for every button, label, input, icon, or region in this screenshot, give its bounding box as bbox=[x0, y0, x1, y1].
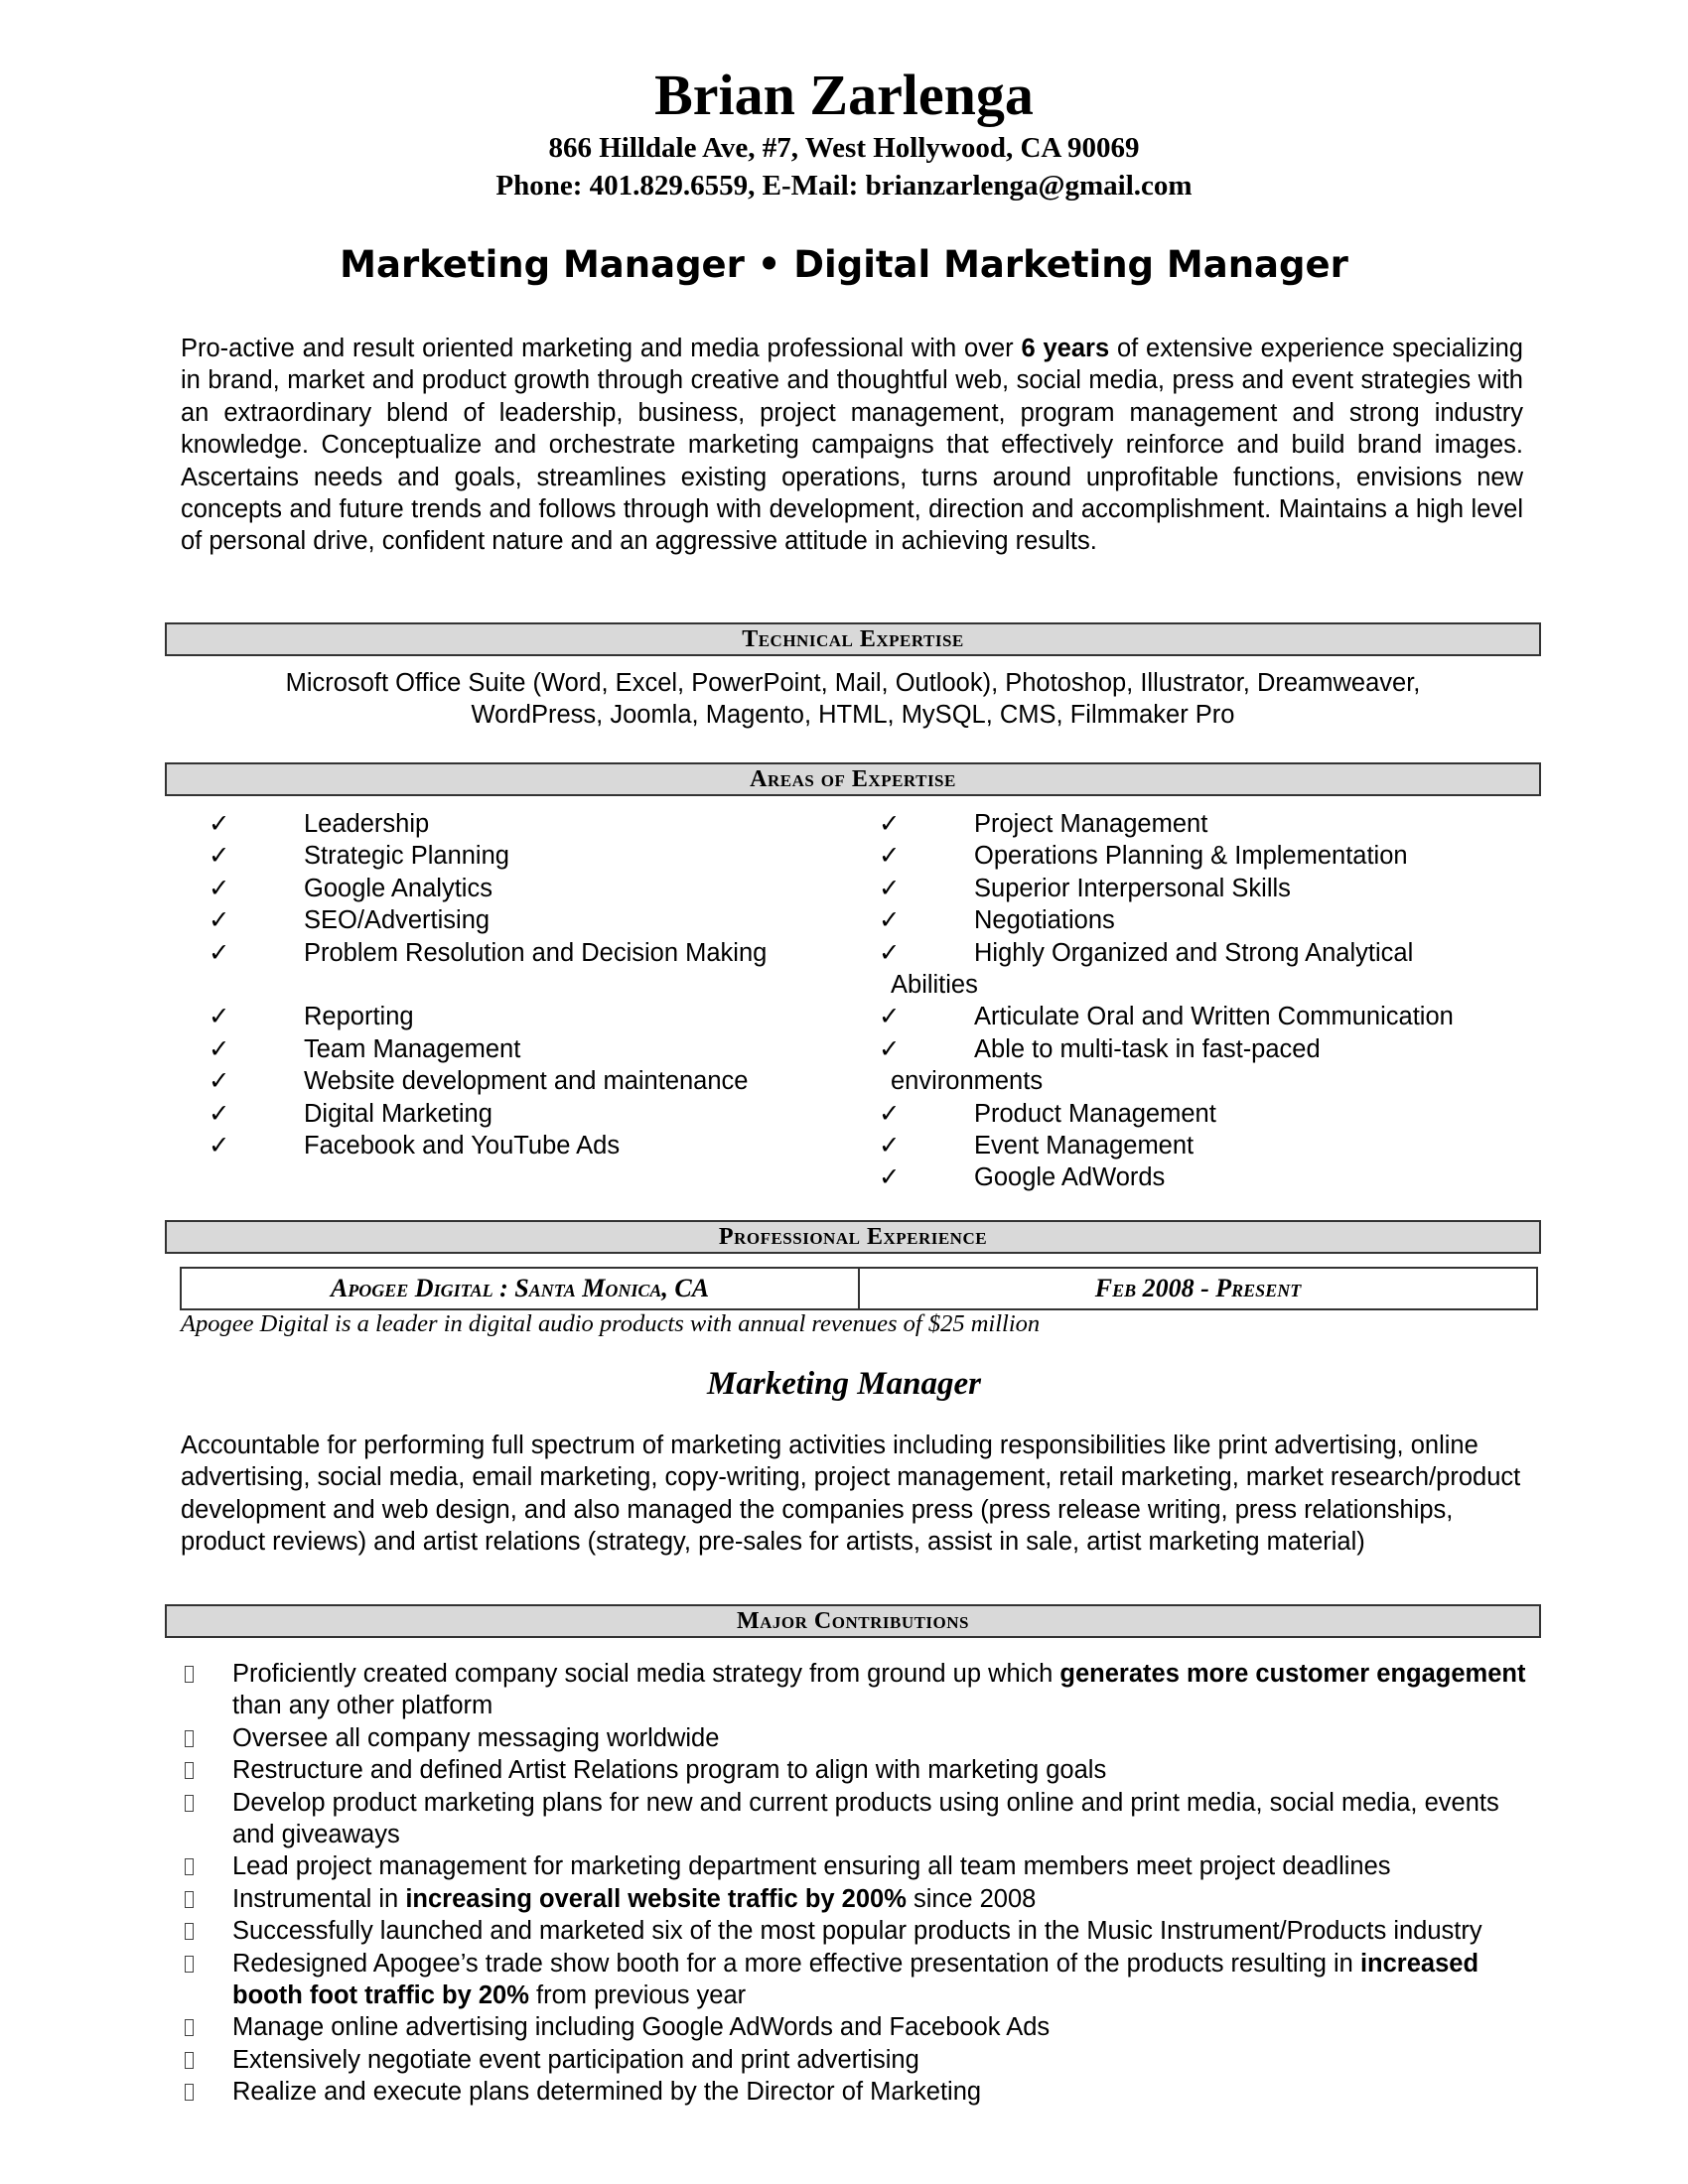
contribution-text: since 2008 bbox=[906, 1884, 1037, 1913]
contribution-text: than any other platform bbox=[232, 1692, 493, 1720]
contribution-item bbox=[181, 2044, 1531, 2076]
contribution-text: Successfully launched and marketed six of the most popular products in the Music Instrument/Products industry bbox=[232, 1917, 1482, 1946]
contribution-item bbox=[181, 2011, 1531, 2043]
expertise-item bbox=[209, 1130, 844, 1161]
bullet-icon bbox=[185, 1956, 194, 1973]
contribution-text: generates more customer engagement bbox=[1059, 1660, 1526, 1688]
expertise-label: Leadership bbox=[304, 810, 430, 838]
expertise-item bbox=[879, 873, 1534, 904]
expertise-item bbox=[879, 840, 1534, 872]
expertise-item bbox=[879, 904, 1534, 936]
checkmark-icon: ✓ bbox=[879, 810, 901, 838]
contact-info: Phone: 401.829.6559, E-Mail: brianzarlenga@gmail.com bbox=[495, 170, 1193, 202]
checkmark-icon: ✓ bbox=[209, 842, 230, 871]
checkmark-icon: ✓ bbox=[209, 938, 230, 967]
expertise-label: Product Management bbox=[974, 1099, 1216, 1128]
expertise-item bbox=[209, 808, 844, 840]
contribution-item bbox=[181, 1658, 1531, 1722]
contribution-item bbox=[181, 1915, 1531, 1947]
expertise-item bbox=[209, 873, 844, 904]
contribution-item bbox=[181, 1948, 1531, 2012]
expertise-label: Event Management bbox=[974, 1132, 1195, 1160]
checkmark-icon: ✓ bbox=[209, 1034, 230, 1063]
contribution-item bbox=[181, 1787, 1531, 1851]
checkmark-icon: ✓ bbox=[879, 938, 901, 967]
section-professional-experience: Professional Experience bbox=[165, 1220, 1541, 1254]
checkmark-icon: ✓ bbox=[879, 1034, 901, 1063]
expertise-item bbox=[879, 808, 1534, 840]
expertise-item bbox=[879, 937, 1534, 969]
bullet-icon bbox=[185, 1730, 194, 1747]
technical-skills-line: WordPress, Joomla, Magento, HTML, MySQL, CMS, Filmmaker Pro bbox=[471, 701, 1235, 729]
bullet-icon bbox=[185, 1762, 194, 1779]
expertise-item bbox=[209, 1065, 844, 1097]
checkmark-icon: ✓ bbox=[879, 1099, 901, 1128]
expertise-item bbox=[879, 1098, 1534, 1130]
checkmark-icon: ✓ bbox=[209, 1003, 230, 1031]
contribution-item bbox=[181, 1722, 1531, 1754]
expertise-label: Highly Organized and Strong Analytical bbox=[974, 938, 1414, 967]
expertise-label: Able to multi-task in fast-paced bbox=[974, 1034, 1321, 1063]
candidate-name: Brian Zarlenga bbox=[654, 63, 1034, 127]
expertise-item bbox=[209, 1033, 844, 1065]
checkmark-icon: ✓ bbox=[209, 1067, 230, 1096]
checkmark-icon: ✓ bbox=[209, 906, 230, 935]
expertise-item-continued: environments bbox=[891, 1067, 1044, 1096]
summary-text: of extensive experience specializing in brand, market and product growth through creative and thoughtful web, social media, press and event strategies with an extraordinary blend of leadership, business, project management, program management and strong industry knowledge. Conceptualize and orchestrate marketing campaigns that effectively reinforce and build brand images. Ascertains needs and goals, streamlines existing operations, turns around unprofitable functions, envisions new concepts and future trends and follows through with development, direction and accomplishment. Maintains a high level of personal drive, confident nature and an aggressive attitude in achieving results. bbox=[181, 335, 1523, 556]
checkmark-icon: ✓ bbox=[879, 1163, 901, 1192]
expertise-label: Project Management bbox=[974, 810, 1208, 838]
contribution-text: Manage online advertising including Google AdWords and Facebook Ads bbox=[232, 2013, 1051, 2042]
expertise-item bbox=[209, 1098, 844, 1130]
job-header-table bbox=[180, 1267, 1538, 1310]
bullet-icon bbox=[185, 1795, 194, 1812]
contribution-item bbox=[181, 2076, 1531, 2108]
bullet-icon bbox=[185, 1891, 194, 1908]
areas-right-column bbox=[879, 808, 1534, 1194]
contribution-text: Oversee all company messaging worldwide bbox=[232, 1723, 720, 1752]
bullet-icon bbox=[185, 1666, 194, 1683]
contribution-text: Restructure and defined Artist Relations program to align with marketing goals bbox=[232, 1756, 1107, 1785]
expertise-item bbox=[879, 969, 1534, 1001]
expertise-label: Google AdWords bbox=[974, 1163, 1166, 1192]
contribution-text: Proficiently created company social media strategy from ground up which bbox=[232, 1660, 1060, 1688]
checkmark-icon: ✓ bbox=[879, 842, 901, 871]
expertise-item bbox=[879, 1065, 1534, 1097]
company-description: Apogee Digital is a leader in digital audio products with annual revenues of $25 million bbox=[181, 1310, 1041, 1337]
technical-skills-line: Microsoft Office Suite (Word, Excel, PowerPoint, Mail, Outlook), Photoshop, Illustrator, Dreamweaver, bbox=[285, 669, 1421, 697]
expertise-item bbox=[879, 1130, 1534, 1161]
expertise-label: Website development and maintenance bbox=[304, 1067, 749, 1096]
expertise-item bbox=[209, 904, 844, 936]
contribution-text: Instrumental in bbox=[232, 1884, 406, 1913]
contribution-text: increased booth foot traffic by 20% bbox=[232, 1949, 1479, 2010]
bullet-icon bbox=[185, 2019, 194, 2036]
expertise-label: Problem Resolution and Decision Making bbox=[304, 938, 768, 967]
checkmark-icon: ✓ bbox=[209, 874, 230, 902]
contributions-list bbox=[181, 1658, 1531, 2109]
areas-left-column bbox=[209, 808, 844, 1161]
contribution-item bbox=[181, 1883, 1531, 1915]
expertise-label: Operations Planning & Implementation bbox=[974, 842, 1408, 871]
expertise-item-continued: Abilities bbox=[891, 971, 978, 1000]
contribution-text: Lead project management for marketing department ensuring all team members meet project deadlines bbox=[232, 1852, 1391, 1881]
expertise-label: Team Management bbox=[304, 1034, 521, 1063]
checkmark-icon: ✓ bbox=[209, 1099, 230, 1128]
checkmark-icon: ✓ bbox=[209, 1132, 230, 1160]
job-responsibilities: Accountable for performing full spectrum of marketing activities including responsibilities like print advertising, online advertising, social media, email marketing, copy-writing, project management, retail marketing, market research/product development and web design, and also managed the companies press (press release writing, press relationships, product reviews) and artist relations (strategy, pre-sales for artists, assist in sale, artist marketing material) bbox=[181, 1432, 1521, 1557]
expertise-label: Articulate Oral and Written Communication bbox=[974, 1003, 1454, 1031]
expertise-label: SEO/Advertising bbox=[304, 906, 491, 935]
checkmark-icon: ✓ bbox=[879, 906, 901, 935]
expertise-label: Facebook and YouTube Ads bbox=[304, 1132, 621, 1160]
expertise-label: Digital Marketing bbox=[304, 1099, 492, 1128]
checkmark-icon: ✓ bbox=[879, 874, 901, 902]
contribution-item bbox=[181, 1850, 1531, 1882]
expertise-item bbox=[209, 937, 844, 969]
checkmark-icon: ✓ bbox=[209, 810, 230, 838]
contribution-item bbox=[181, 1754, 1531, 1786]
section-areas-of-expertise: Areas of Expertise bbox=[165, 762, 1541, 796]
expertise-label: Negotiations bbox=[974, 906, 1115, 935]
summary-bold: 6 years bbox=[1021, 335, 1110, 362]
bullet-icon bbox=[185, 2052, 194, 2069]
expertise-item bbox=[879, 1033, 1534, 1065]
contribution-text: Redesigned Apogee’s trade show booth for a more effective presentation of the products resulting in bbox=[232, 1949, 1360, 1978]
expertise-label: Superior Interpersonal Skills bbox=[974, 874, 1291, 902]
expertise-item bbox=[209, 1001, 844, 1032]
expertise-label: Strategic Planning bbox=[304, 842, 509, 871]
section-major-contributions: Major Contributions bbox=[165, 1604, 1541, 1638]
address: 866 Hilldale Ave, #7, West Hollywood, CA 90069 bbox=[548, 132, 1140, 164]
contribution-text: Develop product marketing plans for new and current products using online and print media, social media, events and giveaways bbox=[232, 1788, 1499, 1849]
expertise-label: Reporting bbox=[304, 1003, 414, 1031]
contribution-text: increasing overall website traffic by 200% bbox=[405, 1884, 907, 1913]
job-title: Marketing Manager bbox=[707, 1366, 981, 1402]
expertise-item bbox=[209, 969, 844, 1001]
expertise-label: Google Analytics bbox=[304, 874, 492, 902]
summary-text: Pro-active and result oriented marketing and media professional with over bbox=[181, 335, 1022, 362]
company-location: Apogee Digital : Santa Monica, CA bbox=[182, 1269, 860, 1308]
section-technical-expertise: Technical Expertise bbox=[165, 622, 1541, 656]
checkmark-icon: ✓ bbox=[879, 1132, 901, 1160]
job-dates: Feb 2008 - Present bbox=[1094, 1274, 1302, 1302]
contribution-text: Extensively negotiate event participation and print advertising bbox=[232, 2045, 919, 2074]
bullet-icon bbox=[185, 2084, 194, 2101]
summary bbox=[181, 333, 1523, 558]
checkmark-icon: ✓ bbox=[879, 1003, 901, 1031]
expertise-item bbox=[879, 1161, 1534, 1193]
bullet-icon bbox=[185, 1923, 194, 1940]
expertise-item bbox=[879, 1001, 1534, 1032]
contribution-text: Realize and execute plans determined by the Director of Marketing bbox=[232, 2078, 982, 2107]
bullet-icon bbox=[185, 1858, 194, 1875]
contribution-text: from previous year bbox=[528, 1981, 747, 2010]
expertise-item bbox=[209, 840, 844, 872]
headline: Marketing Manager • Digital Marketing Manager bbox=[340, 243, 1348, 286]
